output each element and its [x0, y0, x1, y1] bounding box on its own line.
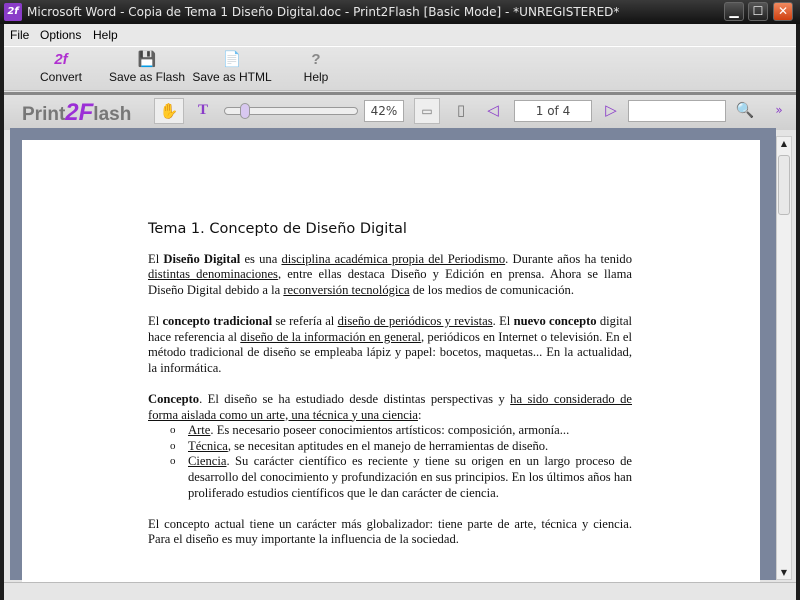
maximize-button[interactable]: ☐: [748, 2, 768, 21]
underlined-text: Ciencia: [188, 454, 227, 469]
bold-text: Concepto: [148, 391, 200, 406]
underlined-text: diseño de periódicos y revistas: [337, 313, 493, 328]
document-viewport: [10, 128, 776, 580]
save-as-flash-button[interactable]: [108, 50, 186, 84]
zoom-slider-thumb[interactable]: [240, 103, 250, 119]
bold-text: Diseño Digital: [163, 251, 241, 266]
text-run: , entre ellas destaca Diseño y Edición en prensa. Ahora se llama Diseño Digital debido a la: [148, 267, 632, 297]
text-run: :: [417, 407, 422, 422]
paragraph: [148, 314, 632, 376]
help-button[interactable]: [300, 50, 332, 84]
window-title: Microsoft Word - Copia de Tema 1 Diseño Digital.doc - Print2Flash [Basic Mode] - *UNREGISTERED*: [27, 5, 620, 19]
save-as-html-label: Save as HTML: [192, 70, 272, 84]
paragraph: [148, 252, 632, 299]
print2flash-logo: Print2Flash: [22, 99, 132, 126]
zoom-slider[interactable]: [224, 107, 358, 115]
scroll-up-icon[interactable]: ▲: [780, 139, 788, 148]
underlined-text: Arte: [188, 423, 211, 438]
html-page-icon: 📄: [222, 51, 242, 68]
menu-file[interactable]: File: [10, 28, 30, 42]
underlined-text: reconversión tecnológica: [283, 282, 410, 297]
text-run: . El: [492, 313, 514, 328]
next-page-icon[interactable]: ▷: [605, 101, 617, 119]
underlined-text: distintas denominaciones: [148, 267, 278, 282]
floppy-disk-icon: 💾: [137, 51, 157, 68]
text-run: es una: [240, 251, 282, 266]
question-icon: ?: [311, 51, 321, 68]
previous-page-icon[interactable]: ◁: [487, 101, 499, 119]
save-as-html-button[interactable]: [192, 50, 272, 84]
convert-icon: 2f: [54, 51, 68, 68]
zoom-level-field[interactable]: 42%: [364, 100, 404, 122]
bullet-list: [148, 423, 632, 501]
text-run: , periódicos en Internet o televisión. En el método tradicional de diseño se empleaba lápiz y papel: bocetos, maquetas... En la actualidad, la informática.: [148, 329, 632, 375]
fit-width-icon[interactable]: ▭: [414, 98, 440, 124]
hand-tool-icon[interactable]: ✋: [154, 98, 184, 124]
underlined-text: disciplina académica propia del Periodismo: [281, 251, 506, 266]
title-bar: [0, 0, 800, 24]
text-run: , se necesitan aptitudes en el manejo de herramientas de diseño.: [227, 438, 549, 453]
convert-label: Convert: [39, 70, 83, 84]
text-select-tool-icon[interactable]: T: [197, 102, 208, 118]
minimize-button[interactable]: ▁: [724, 2, 744, 21]
app-window: [4, 24, 796, 600]
search-icon[interactable]: 🔍: [735, 101, 755, 119]
search-input[interactable]: [628, 100, 726, 122]
text-run: El: [148, 251, 164, 266]
save-as-flash-label: Save as Flash: [108, 70, 186, 84]
vertical-scrollbar[interactable]: [776, 136, 792, 580]
app-icon: 2f: [4, 3, 22, 21]
list-item: [148, 454, 632, 501]
close-button[interactable]: ✕: [773, 2, 793, 21]
scrollbar-thumb[interactable]: [778, 155, 790, 215]
text-run: El: [148, 313, 163, 328]
text-run: . Su carácter científico es reciente y tiene su origen en un largo proceso de desarrollo del conocimiento y profundización en sus principios. En los últimos años han proliferado estudios científicos que le dan carácter de ciencia.: [188, 454, 632, 500]
list-item: [148, 423, 632, 439]
underlined-text: Técnica: [188, 438, 228, 453]
text-run: . El diseño se ha estudiado desde distintas perspectivas y: [199, 391, 511, 406]
paragraph: [148, 392, 632, 423]
page-number-field[interactable]: 1 of 4: [514, 100, 592, 122]
document-page: [22, 140, 760, 600]
status-bar: [4, 582, 796, 600]
document-content: [148, 222, 632, 563]
convert-button[interactable]: [38, 50, 84, 84]
text-run: . Durante años ha tenido: [505, 251, 632, 266]
fit-page-icon[interactable]: ▯: [456, 101, 466, 119]
scroll-down-icon[interactable]: ▼: [780, 568, 788, 577]
help-label: Help: [303, 70, 329, 84]
menu-bar: [4, 24, 796, 45]
bold-text: concepto tradicional: [162, 313, 273, 328]
text-run: El concepto actual tiene un carácter más globalizador: tiene parte de arte, técnica y ciencia. Para el diseño es muy importante la influencia de la sociedad.: [148, 516, 632, 547]
viewer-toolbar: [4, 92, 796, 130]
toolbar: [4, 46, 796, 91]
text-run: se refería al: [272, 313, 338, 328]
text-run: . Es necesario poseer conocimientos artísticos: composición, armonía...: [210, 423, 570, 438]
document-title: Tema 1. Concepto de Diseño Digital: [148, 221, 407, 237]
more-chevron-icon[interactable]: »: [775, 103, 783, 117]
list-item: [148, 439, 632, 455]
text-run: digital hace referencia al: [148, 313, 633, 344]
bold-text: nuevo concepto: [513, 313, 597, 328]
paragraph: [148, 517, 632, 548]
underlined-text: diseño de la información en general: [240, 329, 421, 344]
text-run: de los medios de comunicación.: [409, 282, 574, 297]
underlined-text: ha sido considerado de forma aislada como un arte, una técnica y una ciencia: [148, 391, 632, 422]
menu-options[interactable]: Options: [40, 28, 82, 42]
menu-help[interactable]: Help: [93, 28, 118, 42]
